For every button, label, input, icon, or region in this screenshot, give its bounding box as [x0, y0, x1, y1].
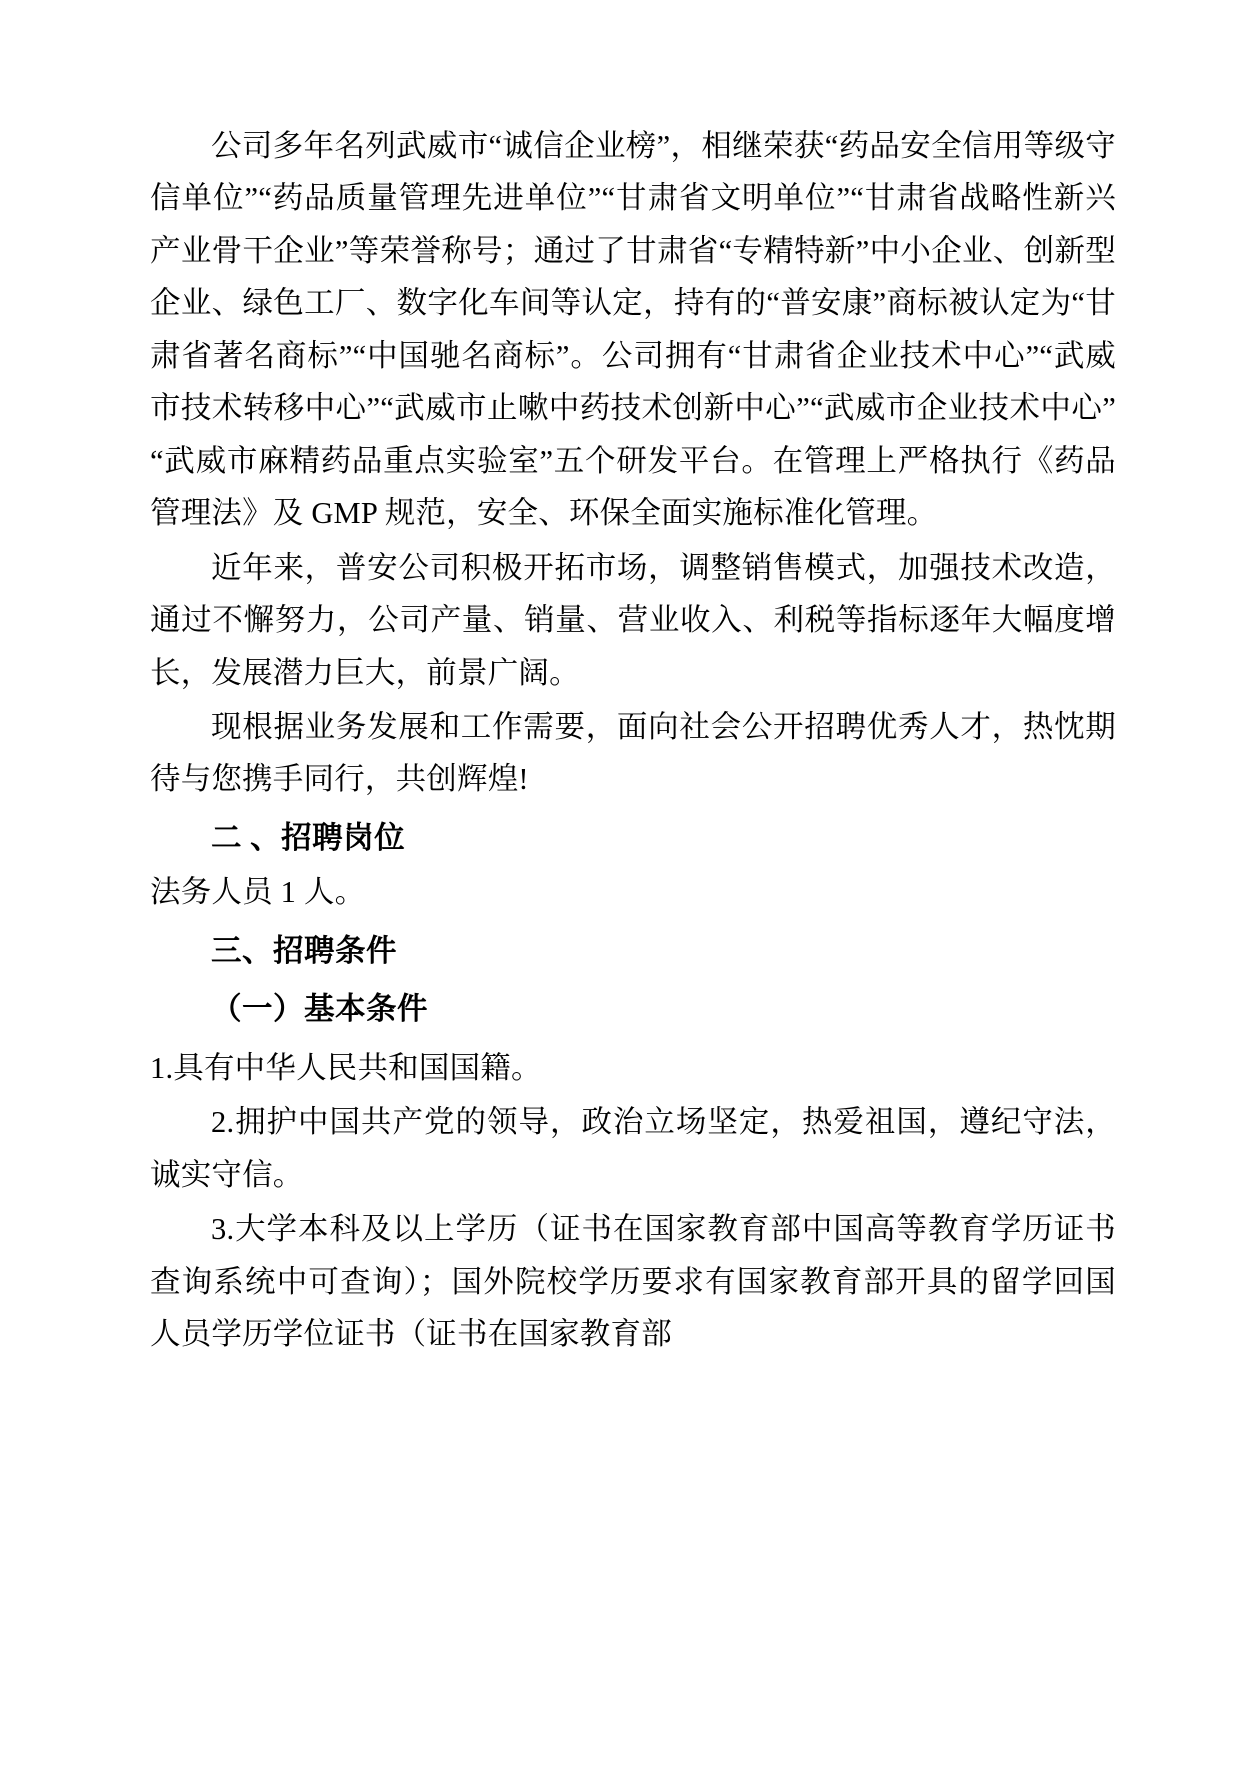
subheading-basic-conditions: （一）基本条件	[211, 992, 428, 1027]
document-body	[150, 120, 1116, 1360]
paragraph-condition-3: 3.大学本科及以上学历（证书在国家教育部中国高等教育学历证书查询系统中可查询）；国外院校学历要求有国家教育部开具的留学回国人员学历学位证书（证书在国家教育部	[150, 1212, 1116, 1351]
paragraph-position-list: 法务人员 1 人。	[150, 875, 366, 910]
paragraph-condition-1: 1.具有中华人民共和国国籍。	[150, 1050, 542, 1085]
paragraph-honors: 公司多年名列武威市“诚信企业榜”，相继荣获“药品安全信用等级守信单位”“药品质量管理先进单位”“甘肃省文明单位”“甘肃省战略性新兴产业骨干企业”等荣誉称号；通过了甘肃省“专精特新”中小企业、创新型企业、绿色工厂、数字化车间等认定，持有的“普安康”商标被认定为“甘肃省著名商标”“中国驰名商标”。公司拥有“甘肃省企业技术中心”“武威市技术转移中心”“武威市止嗽中药技术创新中心”“武威市企业技术中心”“武威市麻精药品重点实验室”五个研发平台。在管理上严格执行《药品管理法》及 GMP 规范，安全、环保全面实施标准化管理。	[150, 129, 1116, 531]
heading-recruit-positions: 二 、招聘岗位	[211, 820, 406, 855]
paragraph-recent-years: 近年来，普安公司积极开拓市场，调整销售模式，加强技术改造，通过不懈努力，公司产量、销量、营业收入、利税等指标逐年大幅度增长，发展潜力巨大，前景广阔。	[150, 550, 1116, 690]
paragraph-condition-2: 2.拥护中国共产党的领导，政治立场坚定，热爱祖国，遵纪守法，诚实守信。	[150, 1105, 1116, 1192]
paragraph-recruit-intro: 现根据业务发展和工作需要，面向社会公开招聘优秀人才，热忱期待与您携手同行，共创辉煌!	[150, 709, 1116, 797]
heading-recruit-conditions: 三、招聘条件	[211, 933, 397, 968]
